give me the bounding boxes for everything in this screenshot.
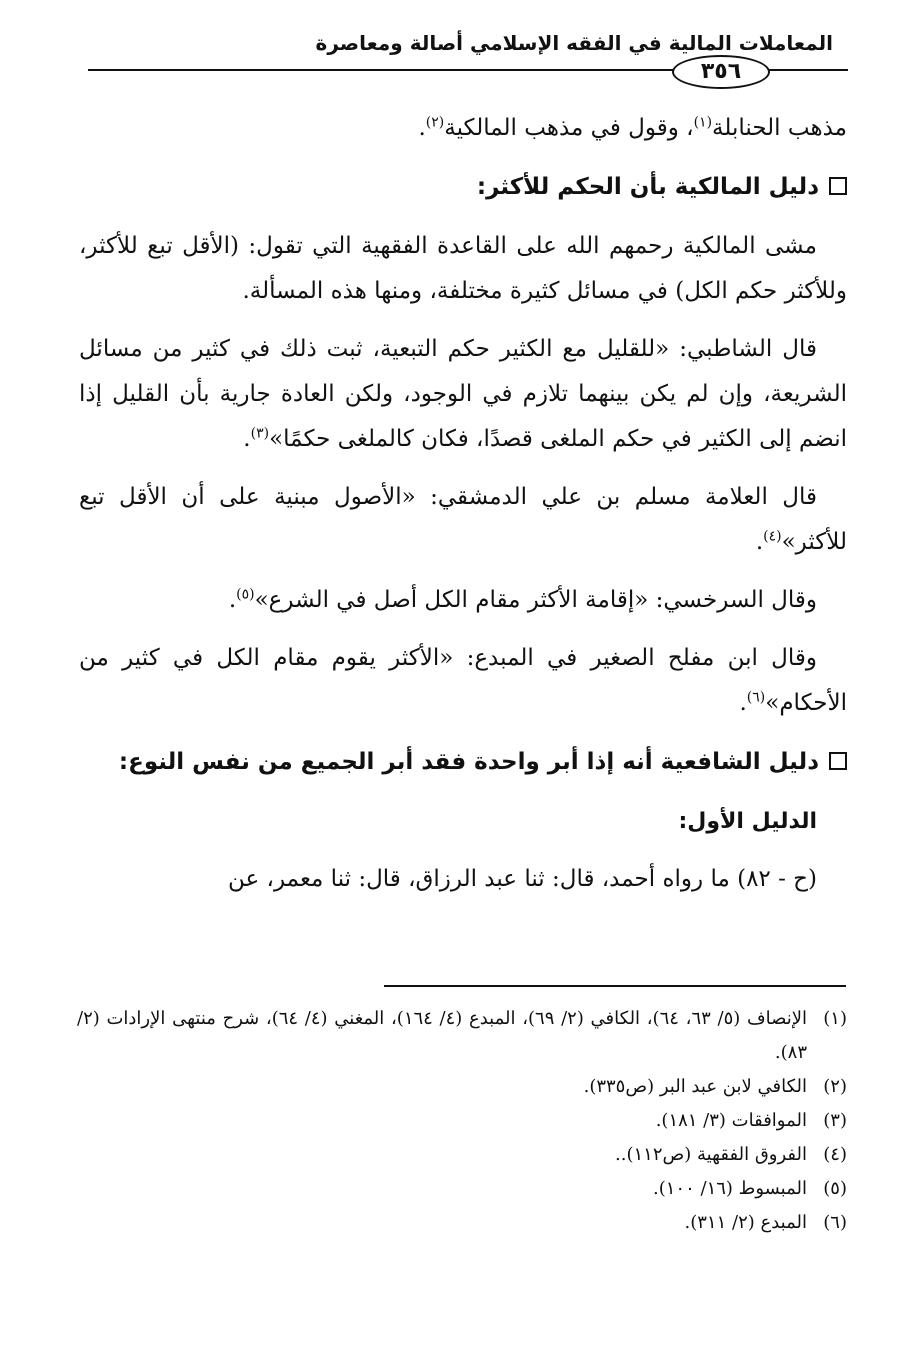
footnote-ref-1: (١) — [693, 114, 713, 131]
paragraph-5 — [79, 578, 847, 623]
footnote-ref-3: (٣) — [250, 425, 270, 442]
dimashqi-quote: قال العلامة مسلم بن علي الدمشقي: «الأصول مبنية على أن الأقل تبع للأكثر» — [79, 484, 847, 555]
footnote-number: (٤) — [823, 1144, 847, 1165]
footnote-item — [77, 1002, 847, 1070]
paragraph-1 — [79, 106, 847, 151]
sarakhsi-quote: وقال السرخسي: «إقامة الأكثر مقام الكل أصل في الشرع» — [254, 587, 817, 613]
footnote-ref-6: (٦) — [746, 689, 766, 706]
paragraph-3-end: . — [243, 426, 251, 452]
footnote-number: (٦) — [823, 1212, 847, 1233]
paragraph-4-end: . — [755, 529, 764, 555]
footnote-text: الفروق الفقهية (ص١١٢).. — [615, 1144, 807, 1165]
footnotes — [77, 1002, 847, 1240]
section-heading-shafii-text: دليل الشافعية أنه إذا أبر واحدة فقد أبر الجميع من نفس النوع: — [118, 749, 819, 775]
footnote-text: المبدع (٢/ ٣١١). — [684, 1212, 807, 1233]
paragraph-3 — [79, 327, 847, 462]
footnote-text: الإنصاف (٥/ ٦٣، ٦٤)، الكافي (٢/ ٦٩)، المبدع (٤/ ١٦٤)، المغني (٤/ ٦٤)، شرح منتهى الإرادات (٢/ ٨٣). — [77, 1008, 807, 1063]
square-bullet-icon — [829, 752, 847, 770]
footnote-item — [77, 1104, 847, 1138]
subheading-first-evidence: الدليل الأول: — [678, 809, 817, 834]
footnote-number: (١) — [823, 1008, 847, 1029]
paragraph-4 — [79, 475, 847, 565]
paragraph-6 — [79, 636, 847, 726]
paragraph-5-end: . — [228, 587, 237, 613]
footnote-item — [77, 1070, 847, 1104]
footnote-text: الكافي لابن عبد البر (ص٣٣٥). — [583, 1076, 807, 1097]
footnote-number: (٢) — [823, 1076, 847, 1097]
footnote-item — [77, 1138, 847, 1172]
footnote-text: الموافقات (٣/ ١٨١). — [655, 1110, 807, 1131]
running-title: المعاملات المالية في الفقه الإسلامي أصالة ومعاصرة — [315, 31, 833, 55]
ibn-muflih-quote: وقال ابن مفلح الصغير في المبدع: «الأكثر يقوم مقام الكل في كثير من الأحكام» — [79, 645, 847, 716]
section-heading-shafii — [79, 740, 847, 785]
footnote-ref-2: (٢) — [425, 114, 445, 131]
section-heading-maliki — [79, 165, 847, 210]
shatibi-quote: قال الشاطبي: «للقليل مع الكثير حكم التبعية، ثبت ذلك في كثير من مسائل الشريعة، وإن لم يكن بينهما تلازم في الوجود، ولكن العادة جارية بأن القليل إذا انضم إلى الكثير في حكم الملغى قصدًا، فكان كالملغى حكمًا» — [79, 336, 847, 452]
paragraph-1-text-b: ، وقول في مذهب المالكية — [444, 115, 694, 141]
paragraph-7: (ح - ٨٢) ما رواه أحمد، قال: ثنا عبد الرزاق، قال: ثنا معمر، عن — [228, 866, 817, 892]
paragraph-2: مشى المالكية رحمهم الله على القاعدة الفقهية التي تقول: (الأقل تبع للأكثر، وللأكثر حكم الكل) في مسائل كثيرة مختلفة، ومنها هذه المسألة. — [79, 233, 847, 304]
page-number: ٣٥٦ — [672, 55, 770, 89]
footnote-number: (٥) — [823, 1178, 847, 1199]
main-text — [79, 106, 847, 915]
paragraph-6-end: . — [739, 690, 747, 716]
footnote-separator — [384, 985, 846, 987]
footnote-number: (٣) — [823, 1110, 847, 1131]
square-bullet-icon — [829, 177, 847, 195]
footnote-item — [77, 1206, 847, 1240]
paragraph-1-end: . — [418, 115, 426, 141]
footnote-ref-5: (٥) — [236, 586, 255, 603]
paragraph-1-text-a: مذهب الحنابلة — [712, 115, 847, 141]
footnote-ref-4: (٤) — [763, 528, 782, 545]
section-heading-maliki-text: دليل المالكية بأن الحكم للأكثر: — [476, 174, 819, 200]
footnote-text: المبسوط (١٦/ ١٠٠). — [653, 1178, 807, 1199]
footnote-item — [77, 1172, 847, 1206]
